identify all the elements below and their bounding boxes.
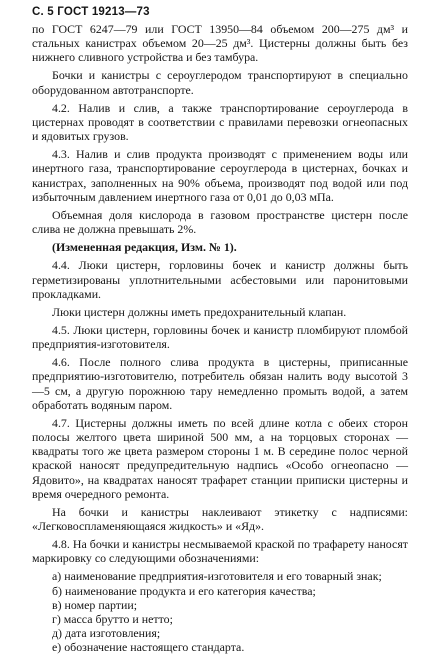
paragraph: Бочки и канистры с сероуглеродом транспортируют в специально оборудованном автотранспорте. [32,68,408,97]
paragraph-4-4: 4.4. Люки цистерн, горловины бочек и канистр должны быть герметизированы уплотнительными асбестовыми или паронитовыми прокладками. [32,258,408,301]
paragraph-4-3: 4.3. Налив и слив продукта производят с применением воды или инертного газа, транспортирование сероуглерода в цистернах, бочках и канистрах, заполненных на 90% объема, производят под водой или под избыточным давлением инертного газа от 0,01 до 0,03 мПа. [32,147,408,204]
paragraph: Люки цистерн должны иметь предохранительный клапан. [52,304,347,319]
paragraph-4-6: 4.6. После полного слива продукта в цистерны, приписанные предприятию-изготовителю, потребитель обязан налить воду высотой 3—5 см, а другую порожнюю тару немедленно промыть водой, а затем обработать водяным паром. [32,355,408,412]
document-body [32,22,408,654]
paragraph-4-8: 4.8. На бочки и канистры несмываемой краской по трафарету наносят маркировку со следующими обозначениями: [32,537,408,566]
paragraph-4-7: 4.7. Цистерны должны иметь по всей длине котла с обеих сторон полосы желтого цвета шириной 500 мм, а на торцовых сторонах — квадраты того же цвета размером стороны 1 м. В середине полос черной краской наносят предупредительную надпись «Особо огнеопасно — Ядовито», на квадратах наносят трафарет станции приписки цистерны и время очередного ремонта. [32,415,408,501]
paragraph-4-5: 4.5. Люки цистерн, горловины бочек и канистр пломбируют пломбой предприятия-изготовителя. [32,322,408,352]
list-item: а) наименование предприятия-изготовителя и его товарный знак; [52,569,382,584]
list-item: в) номер партии; [52,597,138,612]
list-item: г) масса брутто и нетто; [52,611,173,626]
paragraph: Объемная доля кислорода в газовом пространстве цистерн после слива не должна превышать 2%. [32,207,408,237]
page-header: С. 5 ГОСТ 19213—73 [32,6,150,18]
paragraph-4-2: 4.2. Налив и слив, а также транспортирование сероуглерода в цистернах проводят в соответствии с правилами перевозки огнеопасных и ядовитых грузов. [32,100,408,144]
paragraph-continuation: по ГОСТ 6247—79 или ГОСТ 13950—84 объемом 200—275 дм³ и стальных канистрах объемом 20—25 дм³. Цистерны должны быть без нижнего сливного устройства и без тамбура. [32,22,408,65]
list-item: д) дата изготовления; [52,626,161,641]
paragraph: На бочки и канистры наклеивают этикетку с надписями: «Легковоспламеняющаяся жидкость» и «Яд». [32,504,408,533]
marking-list [32,569,408,654]
amendment-note: (Измененная редакция, Изм. № 1). [52,240,237,255]
list-item: б) наименование продукта и его категория качества; [52,583,316,598]
list-item: е) обозначение настоящего стандарта. [52,640,245,654]
